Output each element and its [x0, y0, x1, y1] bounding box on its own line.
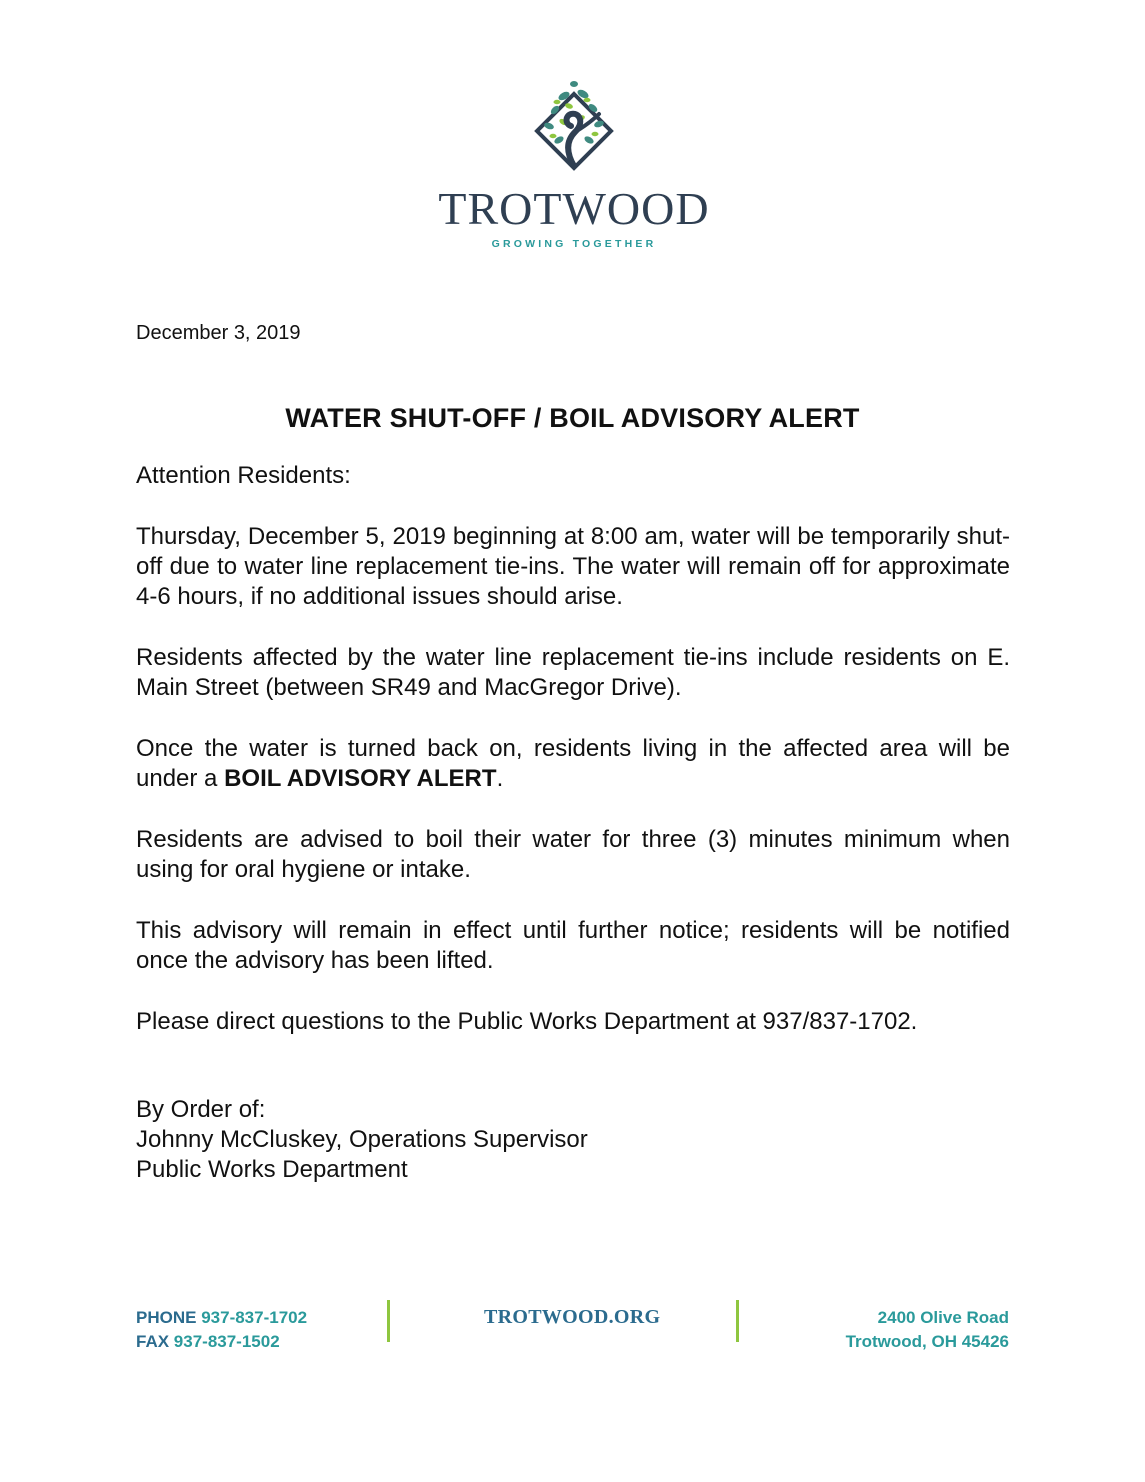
footer-website: TROTWOOD.ORG	[484, 1306, 661, 1328]
letter-body	[136, 461, 1010, 1037]
address-line-city: Trotwood, OH 45426	[845, 1332, 1009, 1351]
letter-date: December 3, 2019	[136, 322, 301, 344]
footer	[0, 1300, 1145, 1350]
page-title: WATER SHUT-OFF / BOIL ADVISORY ALERT	[285, 403, 860, 433]
fax-number: 937-837-1502	[173, 1332, 280, 1351]
tree-emblem-icon	[519, 74, 629, 184]
phone-number: 937-837-1702	[201, 1308, 308, 1327]
greeting: Attention Residents:	[136, 462, 351, 489]
paragraph-affected-area: Residents affected by the water line replacement tie-ins include residents on E. Main Street (between SR49 and MacGregor Drive).	[136, 644, 1010, 701]
boil-alert-text-start: Once the water is turned back on, residents living in the affected area will be under a	[136, 735, 1010, 792]
footer-divider-right	[736, 1300, 739, 1342]
fax-label: FAX	[136, 1332, 170, 1351]
paragraph-shutoff: Thursday, December 5, 2019 beginning at 8:00 am, water will be temporarily shut-off due to water line replacement tie-ins. The water will remain off for approximate 4-6 hours, if no additional issues should arise.	[136, 523, 1010, 610]
boil-alert-text-end: .	[496, 765, 504, 792]
footer-contact	[136, 1306, 307, 1354]
footer-divider-left	[387, 1300, 390, 1342]
logo-wordmark: TROTWOOD	[438, 183, 710, 234]
paragraph-boil-alert	[136, 734, 1010, 794]
address-line-street: 2400 Olive Road	[877, 1308, 1009, 1327]
signature-line-department: Public Works Department	[136, 1156, 408, 1183]
signature-line-order: By Order of:	[136, 1096, 266, 1123]
footer-address	[846, 1306, 1009, 1354]
paragraph-advisory-duration: This advisory will remain in effect until further notice; residents will be notified once the advisory has been lifted.	[136, 917, 1010, 974]
phone-label: PHONE	[136, 1308, 197, 1327]
signature-block	[136, 1095, 588, 1185]
signature-line-name: Johnny McCluskey, Operations Supervisor	[136, 1126, 588, 1153]
trotwood-logo	[434, 68, 714, 258]
paragraph-contact: Please direct questions to the Public Works Department at 937/837-1702.	[136, 1008, 918, 1035]
logo-tagline: GROWING TOGETHER	[491, 238, 657, 250]
paragraph-boil-instructions: Residents are advised to boil their water for three (3) minutes minimum when using for oral hygiene or intake.	[136, 826, 1010, 883]
boil-alert-emphasis: BOIL ADVISORY ALERT	[224, 765, 497, 792]
